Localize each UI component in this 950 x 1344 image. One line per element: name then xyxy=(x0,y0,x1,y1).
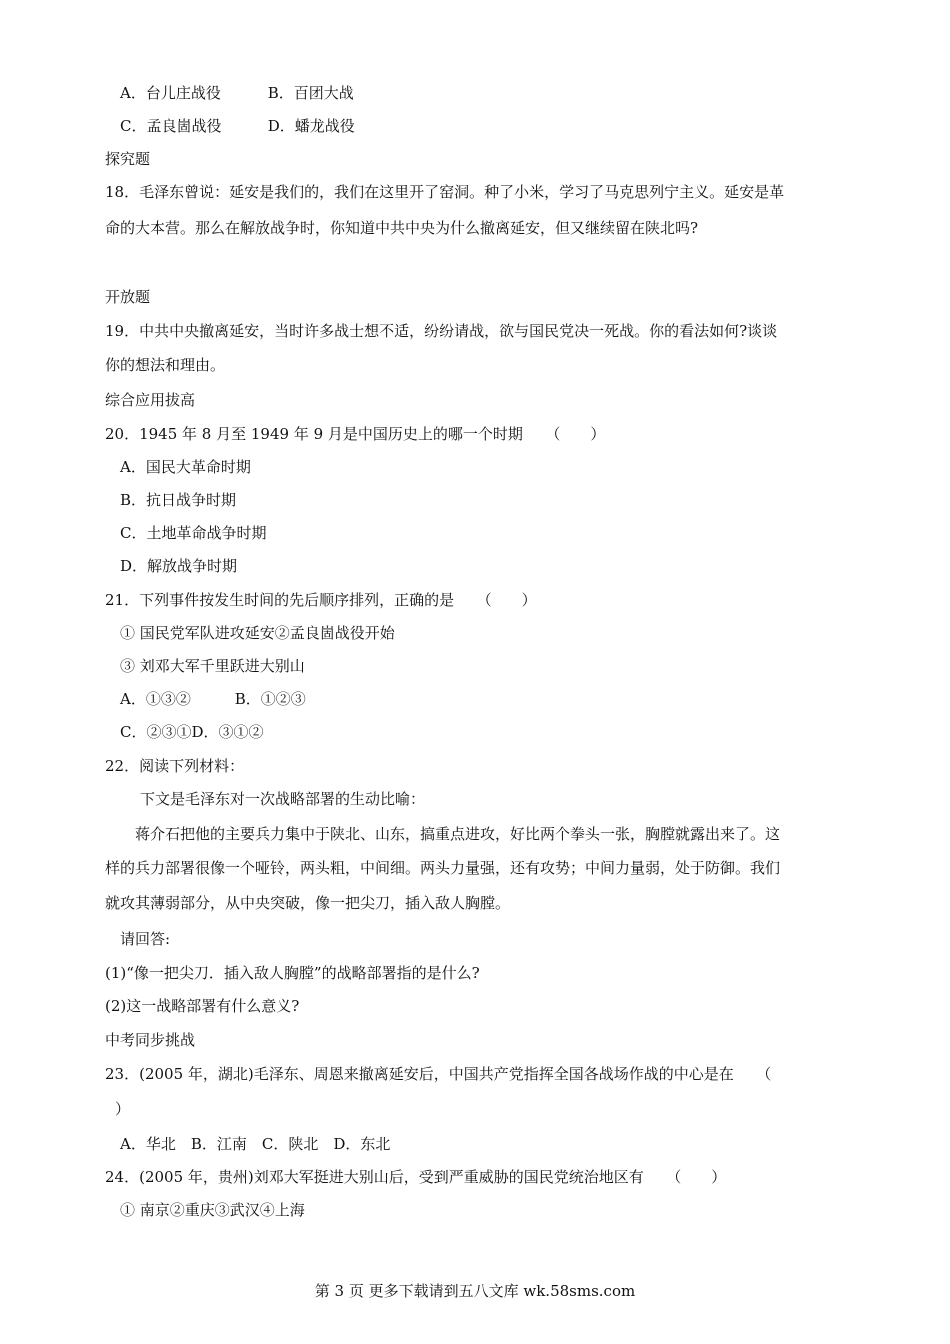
question-21-options-ab xyxy=(120,689,306,709)
question-24-items: ① 南京②重庆③武汉④上海 xyxy=(120,1201,305,1219)
q17-options-row-2 xyxy=(120,116,355,136)
section-heading-kaifang: 开放题 xyxy=(105,288,151,306)
question-18-line-2: 命的大本营。那么在解放战争时，你知道中共中央为什么撤离延安，但又继续留在陕北吗? xyxy=(105,219,699,237)
question-22-intro: 下文是毛泽东对一次战略部署的生动比喻： xyxy=(140,790,426,808)
question-22-material-line-3: 就攻其薄弱部分，从中央突破，像一把尖刀，插入敌人胸膛。 xyxy=(105,894,511,912)
question-21-events-1: ① 国民党军队进攻延安②孟良崮战役开始 xyxy=(120,624,395,642)
q17-option-c: C．孟良崮战役 xyxy=(120,117,222,135)
question-21-option-a: A．①③② xyxy=(120,690,191,708)
question-23-options: A．华北 B．江南 C．陕北 D．东北 xyxy=(120,1135,391,1153)
question-21-stem: 21．下列事件按发生时间的先后顺序排列，正确的是 （ ） xyxy=(105,591,537,609)
page-footer: 第 3 页 更多下载请到五八文库 wk.58sms.com xyxy=(314,1282,636,1300)
section-heading-zonghe: 综合应用拔高 xyxy=(105,391,196,409)
question-24-stem: 24．(2005 年，贵州)刘邓大军挺进大别山后，受到严重威胁的国民党统治地区有 （ ） xyxy=(105,1168,727,1186)
q17-options-row-1 xyxy=(120,83,354,103)
question-23-line-2: ） xyxy=(115,1100,131,1118)
question-19-line-1: 19．中共中央撤离延安，当时许多战士想不适，纷纷请战，欲与国民党决一死战。你的看法如何?谈谈 xyxy=(105,322,778,340)
q17-option-a: A．台儿庄战役 xyxy=(120,84,221,102)
question-20-option-c: C．土地革命战争时期 xyxy=(120,524,267,542)
question-20-option-b: B．抗日战争时期 xyxy=(120,491,237,509)
q17-option-b: B．百团大战 xyxy=(267,84,354,102)
question-21-events-2: ③ 刘邓大军千里跃进大别山 xyxy=(120,657,305,675)
question-18-line-1: 18．毛泽东曾说：延安是我们的，我们在这里开了窑洞。种了小米，学习了马克思列宁主义。延安是革 xyxy=(105,183,785,201)
question-22-material-line-2: 样的兵力部署很像一个哑铃，两头粗，中间细。两头力量强，还有攻势；中间力量弱，处于防御。我们 xyxy=(105,859,781,877)
question-21-options-cd: C．②③①D．③①② xyxy=(120,723,264,741)
question-22-sub-1: (1)“像一把尖刀．插入敌人胸膛”的战略部署指的是什么? xyxy=(105,964,480,982)
question-22-sub-2: (2)这一战略部署有什么意义? xyxy=(105,997,300,1015)
q17-option-d: D．蟠龙战役 xyxy=(267,117,355,135)
question-21-option-b: B．①②③ xyxy=(234,690,306,708)
question-23-line-1: 23．(2005 年，湖北)毛泽东、周恩来撤离延安后，中国共产党指挥全国各战场作战的中心是在 （ xyxy=(105,1065,772,1083)
question-20-option-a: A．国民大革命时期 xyxy=(120,458,251,476)
question-22-material-line-1: 蒋介石把他的主要兵力集中于陕北、山东，搞重点进攻，好比两个拳头一张，胸膛就露出来了。这 xyxy=(135,825,781,843)
question-20-stem: 20．1945 年 8 月至 1949 年 9 月是中国历史上的哪一个时期 （ ） xyxy=(105,425,606,443)
question-20-option-d: D．解放战争时期 xyxy=(120,557,238,575)
section-heading-tanjiu: 探究题 xyxy=(105,150,151,168)
question-22-ask: 请回答: xyxy=(120,930,171,948)
question-22-stem: 22．阅读下列材料： xyxy=(105,757,245,775)
section-heading-zhongkao: 中考同步挑战 xyxy=(105,1031,196,1049)
question-19-line-2: 你的想法和理由。 xyxy=(105,356,226,374)
